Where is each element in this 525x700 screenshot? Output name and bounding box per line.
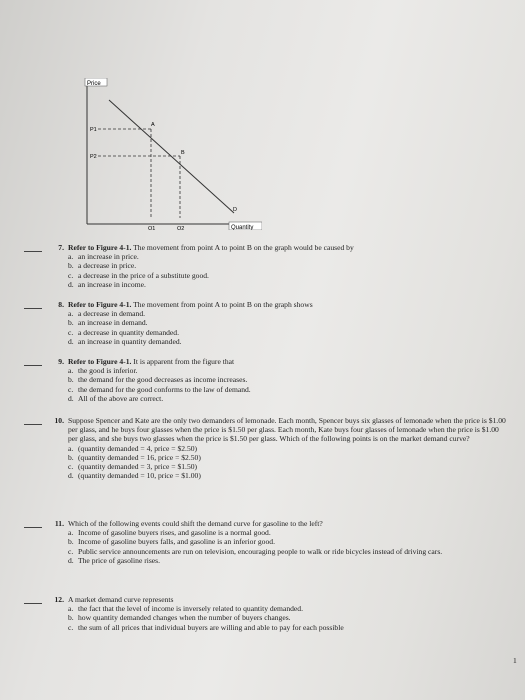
option-text: the sum of all prices that individual buyers are willing and able to pay for each possible (78, 622, 344, 632)
option-d (68, 280, 510, 289)
option-c (68, 547, 468, 556)
option-text: a decrease in demand. (78, 309, 146, 319)
option-letter: b. (68, 537, 74, 547)
option-letter: a. (68, 366, 74, 376)
question-number: 11. (54, 519, 64, 528)
option-letter: b. (68, 375, 74, 385)
quantity-axis-label: Quantity (231, 225, 254, 230)
option-text: (quantity demanded = 4, price = $2.50) (78, 443, 198, 453)
option-text: (quantity demanded = 3, price = $1.50) (78, 462, 198, 472)
answer-blank[interactable] (24, 603, 42, 604)
question-number: 9. (58, 357, 64, 366)
question-number: 10. (54, 416, 64, 425)
option-letter: c. (68, 546, 74, 556)
option-text: (quantity demanded = 10, price = $1.00) (78, 471, 201, 481)
option-a (68, 444, 510, 453)
option-text: the demand for the good conforms to the law of demand. (78, 384, 251, 394)
option-letter: c. (68, 462, 74, 472)
option-c (68, 328, 510, 337)
option-text: how quantity demanded changes when the number of buyers changes. (78, 613, 291, 623)
option-text: the fact that the level of income is inversely related to quantity demanded. (78, 604, 303, 614)
option-text: The price of gasoline rises. (78, 555, 161, 565)
option-text: an increase in income. (78, 279, 146, 289)
option-b (68, 453, 510, 462)
option-b (68, 261, 510, 270)
option-text: a decrease in the price of a substitute good. (78, 270, 209, 280)
option-letter: b. (68, 613, 74, 623)
question-8 (30, 300, 510, 346)
option-d (68, 556, 510, 565)
question-stem (68, 243, 510, 252)
option-letter: d. (68, 555, 74, 565)
option-c (68, 462, 510, 471)
option-a (68, 604, 510, 613)
option-d (68, 337, 510, 346)
option-letter: d. (68, 279, 74, 289)
stem-text: The movement from point A to point B on the graph would be caused by (131, 243, 354, 252)
demand-curve-label: D (233, 207, 237, 213)
question-number: 8. (58, 300, 64, 309)
demand-graph-figure (84, 78, 262, 230)
option-letter: c. (68, 384, 74, 394)
option-c (68, 623, 510, 632)
option-letter: a. (68, 309, 74, 319)
option-letter: d. (68, 393, 74, 403)
q2-label: Q2 (177, 226, 185, 230)
stem-text: It is apparent from the figure that (131, 357, 235, 366)
question-stem (68, 519, 510, 528)
figure-ref: Refer to Figure 4-1. (68, 357, 132, 366)
question-stem (68, 416, 508, 444)
question-number: 7. (58, 243, 64, 252)
option-letter: a. (68, 604, 74, 614)
stem-text: Which of the following events could shift the demand curve for gasoline to the left? (68, 519, 323, 528)
option-b (68, 318, 510, 327)
option-letter: a. (68, 252, 74, 262)
option-text: a decrease in price. (78, 261, 137, 271)
answer-blank[interactable] (24, 365, 42, 366)
option-text: (quantity demanded = 16, price = $2.50) (78, 452, 201, 462)
question-7 (30, 243, 510, 289)
demand-curve-line (109, 100, 234, 213)
option-text: the good is inferior. (78, 366, 138, 376)
question-12 (30, 595, 510, 632)
option-text: an increase in price. (78, 252, 139, 262)
option-text: an increase in demand. (78, 318, 148, 328)
figure-ref: Refer to Figure 4-1. (68, 300, 132, 309)
option-b (68, 537, 510, 546)
option-a (68, 309, 510, 318)
stem-text: The movement from point A to point B on the graph shows (131, 300, 313, 309)
point-b-label: B (181, 150, 185, 156)
option-letter: d. (68, 336, 74, 346)
option-text: the demand for the good decreases as income increases. (78, 375, 248, 385)
option-letter: b. (68, 318, 74, 328)
option-c (68, 385, 510, 394)
stem-text: Suppose Spencer and Kate are the only two demanders of lemonade. Each month, Spencer buys six glasses of lemonade when the price is $1.00 per glass, and he buys four glasses when the price is $1.50 per glass. Each month, Kate buys four glasses of lemonade when the price is $1.00 per glass, and she buys two glasses when the price is $1.50 per glass. Which of the following points is on the market demand curve? (68, 416, 506, 444)
option-text: a decrease in quantity demanded. (78, 327, 179, 337)
option-b (68, 613, 510, 622)
option-letter: c. (68, 270, 74, 280)
price-axis-label: Price (87, 81, 101, 87)
answer-blank[interactable] (24, 308, 42, 309)
option-text: All of the above are correct. (78, 393, 164, 403)
answer-blank[interactable] (24, 527, 42, 528)
option-letter: b. (68, 261, 74, 271)
option-letter: c. (68, 622, 74, 632)
question-10 (30, 416, 510, 480)
page-number: 1 (513, 656, 517, 665)
option-a (68, 252, 510, 261)
question-number: 12. (54, 595, 64, 604)
question-11 (30, 519, 510, 565)
option-text: Income of gasoline buyers falls, and gasoline is an inferior good. (78, 537, 275, 547)
question-stem (68, 595, 510, 604)
option-a (68, 366, 510, 375)
question-stem (68, 357, 510, 366)
option-b (68, 375, 510, 384)
option-letter: a. (68, 528, 74, 538)
option-letter: c. (68, 327, 74, 337)
option-d (68, 471, 510, 480)
option-letter: d. (68, 471, 74, 481)
point-a-label: A (151, 122, 155, 128)
option-c (68, 271, 510, 280)
question-stem (68, 300, 510, 309)
option-text: an increase in quantity demanded. (78, 336, 182, 346)
figure-ref: Refer to Figure 4-1. (68, 243, 132, 252)
answer-blank[interactable] (24, 251, 42, 252)
answer-blank[interactable] (24, 424, 42, 425)
option-text: Public service announcements are run on television, encouraging people to walk or ride bicycles instead of driving cars. (78, 546, 443, 556)
q1-label: Q1 (148, 226, 156, 230)
option-d (68, 394, 510, 403)
p1-label: P1 (90, 127, 97, 133)
option-letter: a. (68, 443, 74, 453)
stem-text: A market demand curve represents (68, 595, 174, 604)
p2-label: P2 (90, 154, 97, 160)
option-letter: b. (68, 452, 74, 462)
question-9 (30, 357, 510, 403)
option-text: Income of gasoline buyers rises, and gasoline is a normal good. (78, 528, 271, 538)
option-a (68, 528, 510, 537)
